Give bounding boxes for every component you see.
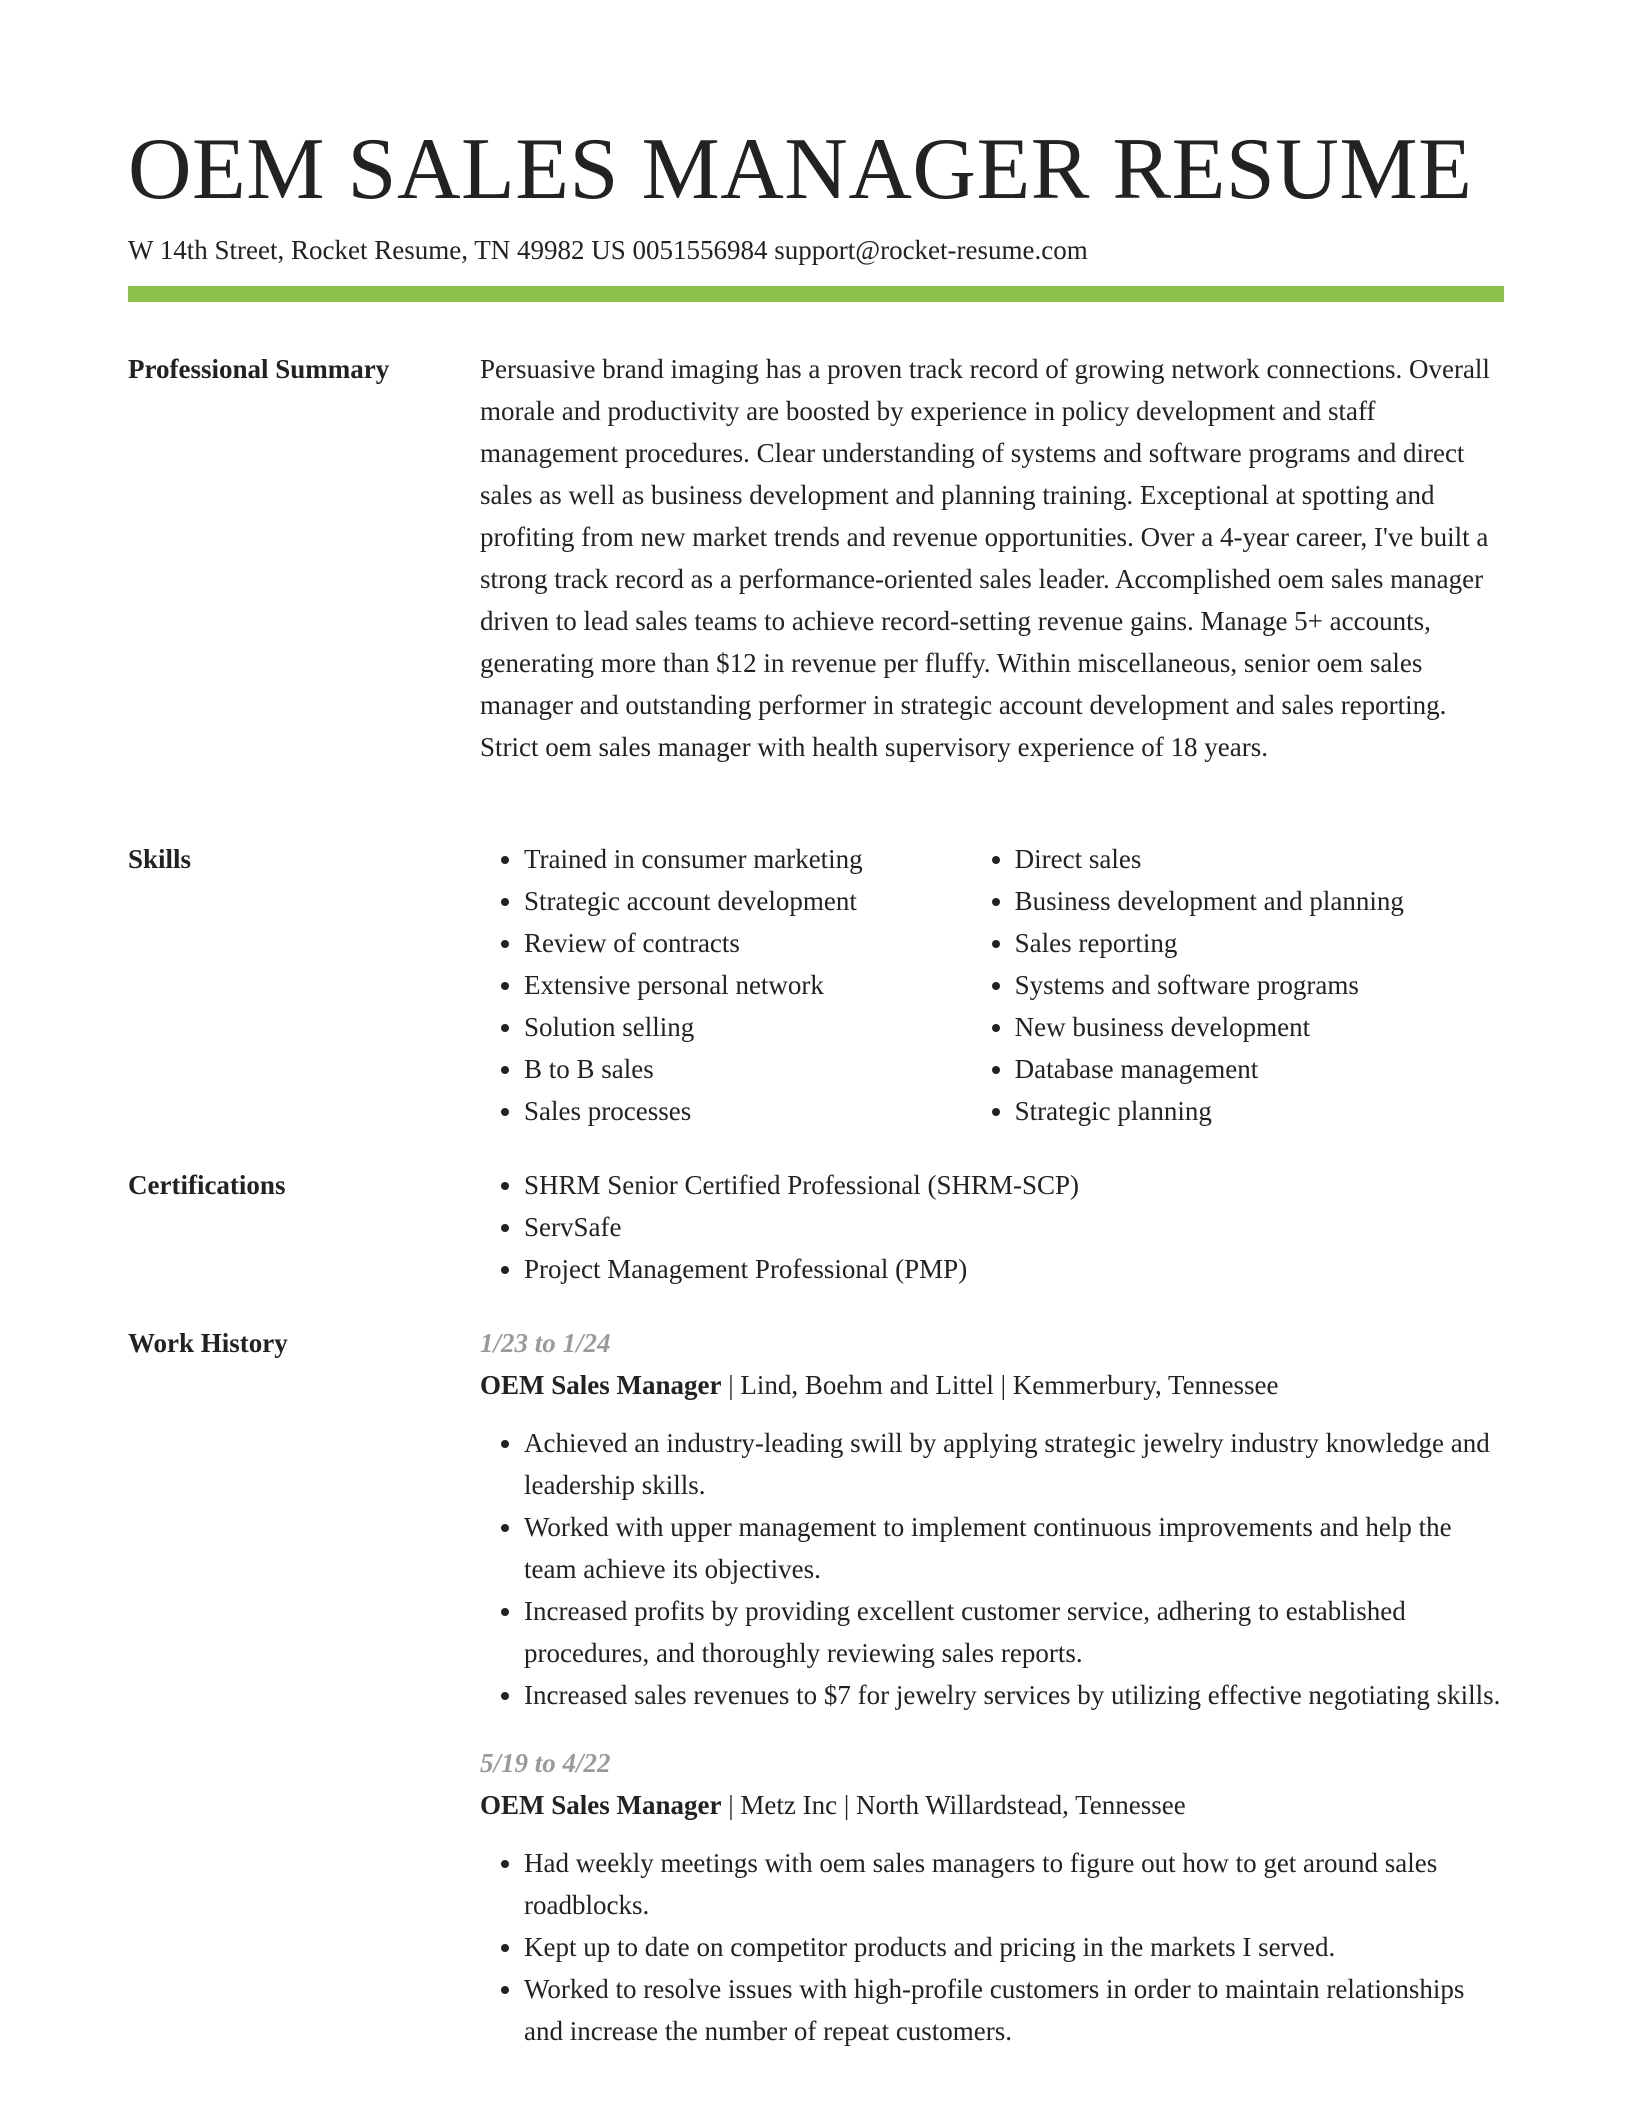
job-duty: • Had weekly meetings with oem sales managers to figure out how to get around sales roadblocks. (524, 1842, 1504, 1926)
summary-heading: Professional Summary (128, 354, 390, 384)
skill-item: • B to B sales (524, 1048, 971, 1090)
work-history-body (480, 1322, 1504, 2052)
skill-item: • Direct sales (1015, 838, 1504, 880)
job-heading (480, 1364, 1504, 1406)
certifications-body (480, 1164, 1504, 1290)
skills-list-right (971, 838, 1504, 1132)
skill-item: • New business development (1015, 1006, 1504, 1048)
job-duty: • Increased profits by providing excellent customer service, adhering to established procedures, and thoroughly reviewing sales reports. (524, 1590, 1504, 1674)
job-duty: • Worked with upper management to implement continuous improvements and help the team achieve its objectives. (524, 1506, 1504, 1590)
skill-item: • Sales processes (524, 1090, 971, 1132)
certifications-heading: Certifications (128, 1170, 286, 1200)
job-duties (480, 1842, 1504, 2052)
contact-line: W 14th Street, Rocket Resume, TN 49982 US 0051556984 support@rocket-resume.com (128, 235, 1088, 265)
skills-heading: Skills (128, 844, 192, 874)
certifications-list (480, 1164, 1504, 1290)
job-dates: 5/19 to 4/22 (480, 1748, 611, 1778)
certification-item: • Project Management Professional (PMP) (524, 1248, 1504, 1290)
skill-item: • Solution selling (524, 1006, 971, 1048)
skill-item: • Systems and software programs (1015, 964, 1504, 1006)
job-title: OEM Sales Manager (480, 1370, 722, 1400)
summary-body (480, 348, 1504, 768)
skill-item: • Database management (1015, 1048, 1504, 1090)
skill-item: • Strategic account development (524, 880, 971, 922)
skill-item: • Business development and planning (1015, 880, 1504, 922)
certification-item: • ServSafe (524, 1206, 1504, 1248)
skill-item: • Review of contracts (524, 922, 971, 964)
job-duties (480, 1422, 1504, 1716)
job-title: OEM Sales Manager (480, 1790, 722, 1820)
skill-item: • Trained in consumer marketing (524, 838, 971, 880)
skill-item: • Sales reporting (1015, 922, 1504, 964)
job-details: | Lind, Boehm and Littel | Kemmerbury, Tennessee (721, 1370, 1279, 1400)
certification-item: • SHRM Senior Certified Professional (SHRM-SCP) (524, 1164, 1504, 1206)
skill-item: • Extensive personal network (524, 964, 971, 1006)
work-history-heading: Work History (128, 1328, 288, 1358)
job-dates: 1/23 to 1/24 (480, 1328, 611, 1358)
job-duty: • Achieved an industry-leading swill by applying strategic jewelry industry knowledge and leadership skills. (524, 1422, 1504, 1506)
job-details: | Metz Inc | North Willardstead, Tennessee (721, 1790, 1186, 1820)
skills-body (480, 838, 1504, 1132)
job-duty: • Kept up to date on competitor products and pricing in the markets I served. (524, 1926, 1504, 1968)
job-duty: • Increased sales revenues to $7 for jewelry services by utilizing effective negotiating skills. (524, 1674, 1504, 1716)
resume-title: OEM SALES MANAGER RESUME (128, 121, 1473, 218)
header-divider (128, 286, 1504, 302)
job-duty: • Worked to resolve issues with high-profile customers in order to maintain relationships and increase the number of repeat customers. (524, 1968, 1504, 2052)
summary-text: Persuasive brand imaging has a proven track record of growing network connections. Overall morale and productivity are boosted by experience in policy development and staff management procedures. Clear understanding of systems and software programs and direct sales as well as business development and planning training. Exceptional at spotting and profiting from new market trends and revenue opportunities. Over a 4-year career, I've built a strong track record as a performance-oriented sales leader. Accomplished oem sales manager driven to lead sales teams to achieve record-setting revenue gains. Manage 5+ accounts, generating more than $12 in revenue per fluffy. Within miscellaneous, senior oem sales manager and outstanding performer in strategic account development and sales reporting. Strict oem sales manager with health supervisory experience of 18 years. (480, 354, 1490, 762)
skills-list-left (480, 838, 971, 1132)
job-entry (480, 1742, 1504, 2052)
skill-item: • Strategic planning (1015, 1090, 1504, 1132)
job-entry (480, 1322, 1504, 1716)
job-heading (480, 1784, 1504, 1826)
